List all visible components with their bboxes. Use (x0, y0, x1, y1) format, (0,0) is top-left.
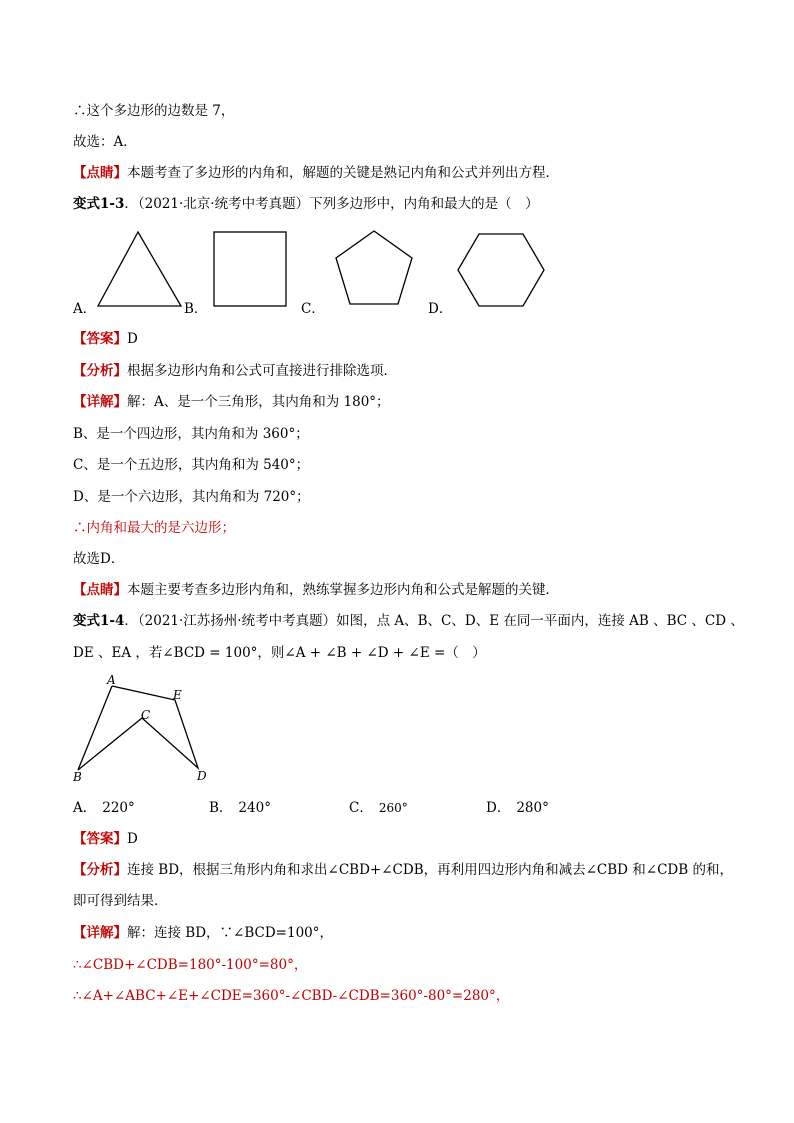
question-line (73, 611, 744, 631)
question-text: ．（2021·北京·统考中考真题）下列多边形中，内角和最大的是（ ） (124, 196, 539, 212)
detail-line-2: ∴∠CBD+∠CDB=180°-100°=80°， (73, 957, 308, 973)
option-letter: A． (73, 800, 97, 816)
option-b: B． (184, 301, 208, 317)
analysis-text: 根据多边形内角和公式可直接进行排除选项． (127, 363, 397, 379)
answer-line (73, 829, 138, 849)
detail-line-d: D、是一个六边形，其内角和为 720°； (73, 489, 310, 505)
note-tag: 【点睛】 (73, 582, 127, 598)
detail-tag: 【详解】 (73, 394, 127, 410)
option-value: 220° (102, 800, 135, 816)
answer-value: D (127, 831, 138, 847)
note-text: 本题主要考查多边形内角和，熟练掌握多边形内角和公式是解题的关键． (127, 582, 559, 598)
option-a: A． (73, 301, 97, 317)
note-line (73, 163, 559, 183)
answer-line (73, 329, 138, 349)
detail-line-c: C、是一个五边形，其内角和为 540°； (73, 457, 310, 473)
option-c: C． (301, 301, 325, 317)
text-line: 故选：A． (73, 134, 137, 150)
analysis-text: 连接 BD，根据三角形内角和求出∠CBD+∠CDB，再利用四边形内角和减去∠CBD 和∠CDB 的和， (127, 862, 733, 878)
detail-line (73, 392, 390, 412)
conclusion-line: ∴内角和最大的是六边形； (73, 520, 235, 536)
option-a (73, 798, 135, 818)
note-tag: 【点睛】 (73, 165, 127, 181)
option-d: D． (428, 301, 453, 317)
detail-line-3: ∴∠A+∠ABC+∠E+∠CDE=360°-∠CBD-∠CDB=360°-80°=280°， (73, 988, 510, 1004)
detail-line (73, 923, 333, 943)
point-e-label: E (173, 688, 182, 702)
pentagon-figure (334, 228, 416, 308)
analysis-line-2: 即可得到结果． (73, 893, 168, 909)
detail-tag: 【详解】 (73, 925, 127, 941)
detail-line-b: B、是一个四边形，其内角和为 360°； (73, 426, 309, 442)
option-value: 260° (378, 801, 408, 815)
option-value: 240° (238, 800, 271, 816)
question-label: 变式1-3 (73, 196, 125, 212)
option-d (486, 798, 549, 818)
point-a-label: A (107, 673, 116, 687)
question-text: ．（2021·江苏扬州·统考中考真题）如图，点 A、B、C、D、E 在同一平面内，连接 AB 、BC 、CD 、 (124, 613, 744, 629)
analysis-tag: 【分析】 (73, 363, 127, 379)
point-c-label: C (141, 708, 151, 722)
answer-tag: 【答案】 (73, 331, 127, 347)
square-figure (212, 230, 288, 308)
hexagon-figure (456, 232, 546, 310)
note-text: 本题考查了多边形的内角和，解题的关键是熟记内角和公式并列出方程． (127, 165, 559, 181)
question-line (73, 194, 539, 214)
text-line: ∴这个多边形的边数是 7， (73, 103, 235, 119)
analysis-tag: 【分析】 (73, 862, 127, 878)
choice-line: 故选D． (73, 551, 125, 567)
triangle-figure (95, 228, 185, 308)
question-line-2: DE 、EA ，若∠BCD = 100°，则∠A + ∠B + ∠D + ∠E =（ ） (73, 645, 486, 661)
option-b (209, 798, 271, 818)
note-line (73, 580, 559, 600)
detail-text: 解：连接 BD，∵∠BCD=100°， (127, 925, 334, 941)
option-value: 280° (516, 800, 549, 816)
question-label: 变式1-4 (73, 613, 125, 629)
point-b-label: B (73, 770, 82, 784)
analysis-line (73, 361, 397, 381)
analysis-line (73, 860, 733, 880)
option-letter: D． (486, 800, 511, 816)
option-c (349, 798, 408, 818)
answer-tag: 【答案】 (73, 831, 127, 847)
answer-value: D (127, 331, 138, 347)
detail-text: 解：A、是一个三角形，其内角和为 180°； (127, 394, 390, 410)
option-letter: C． (349, 800, 373, 816)
option-letter: B． (209, 800, 233, 816)
point-d-label: D (197, 769, 207, 783)
